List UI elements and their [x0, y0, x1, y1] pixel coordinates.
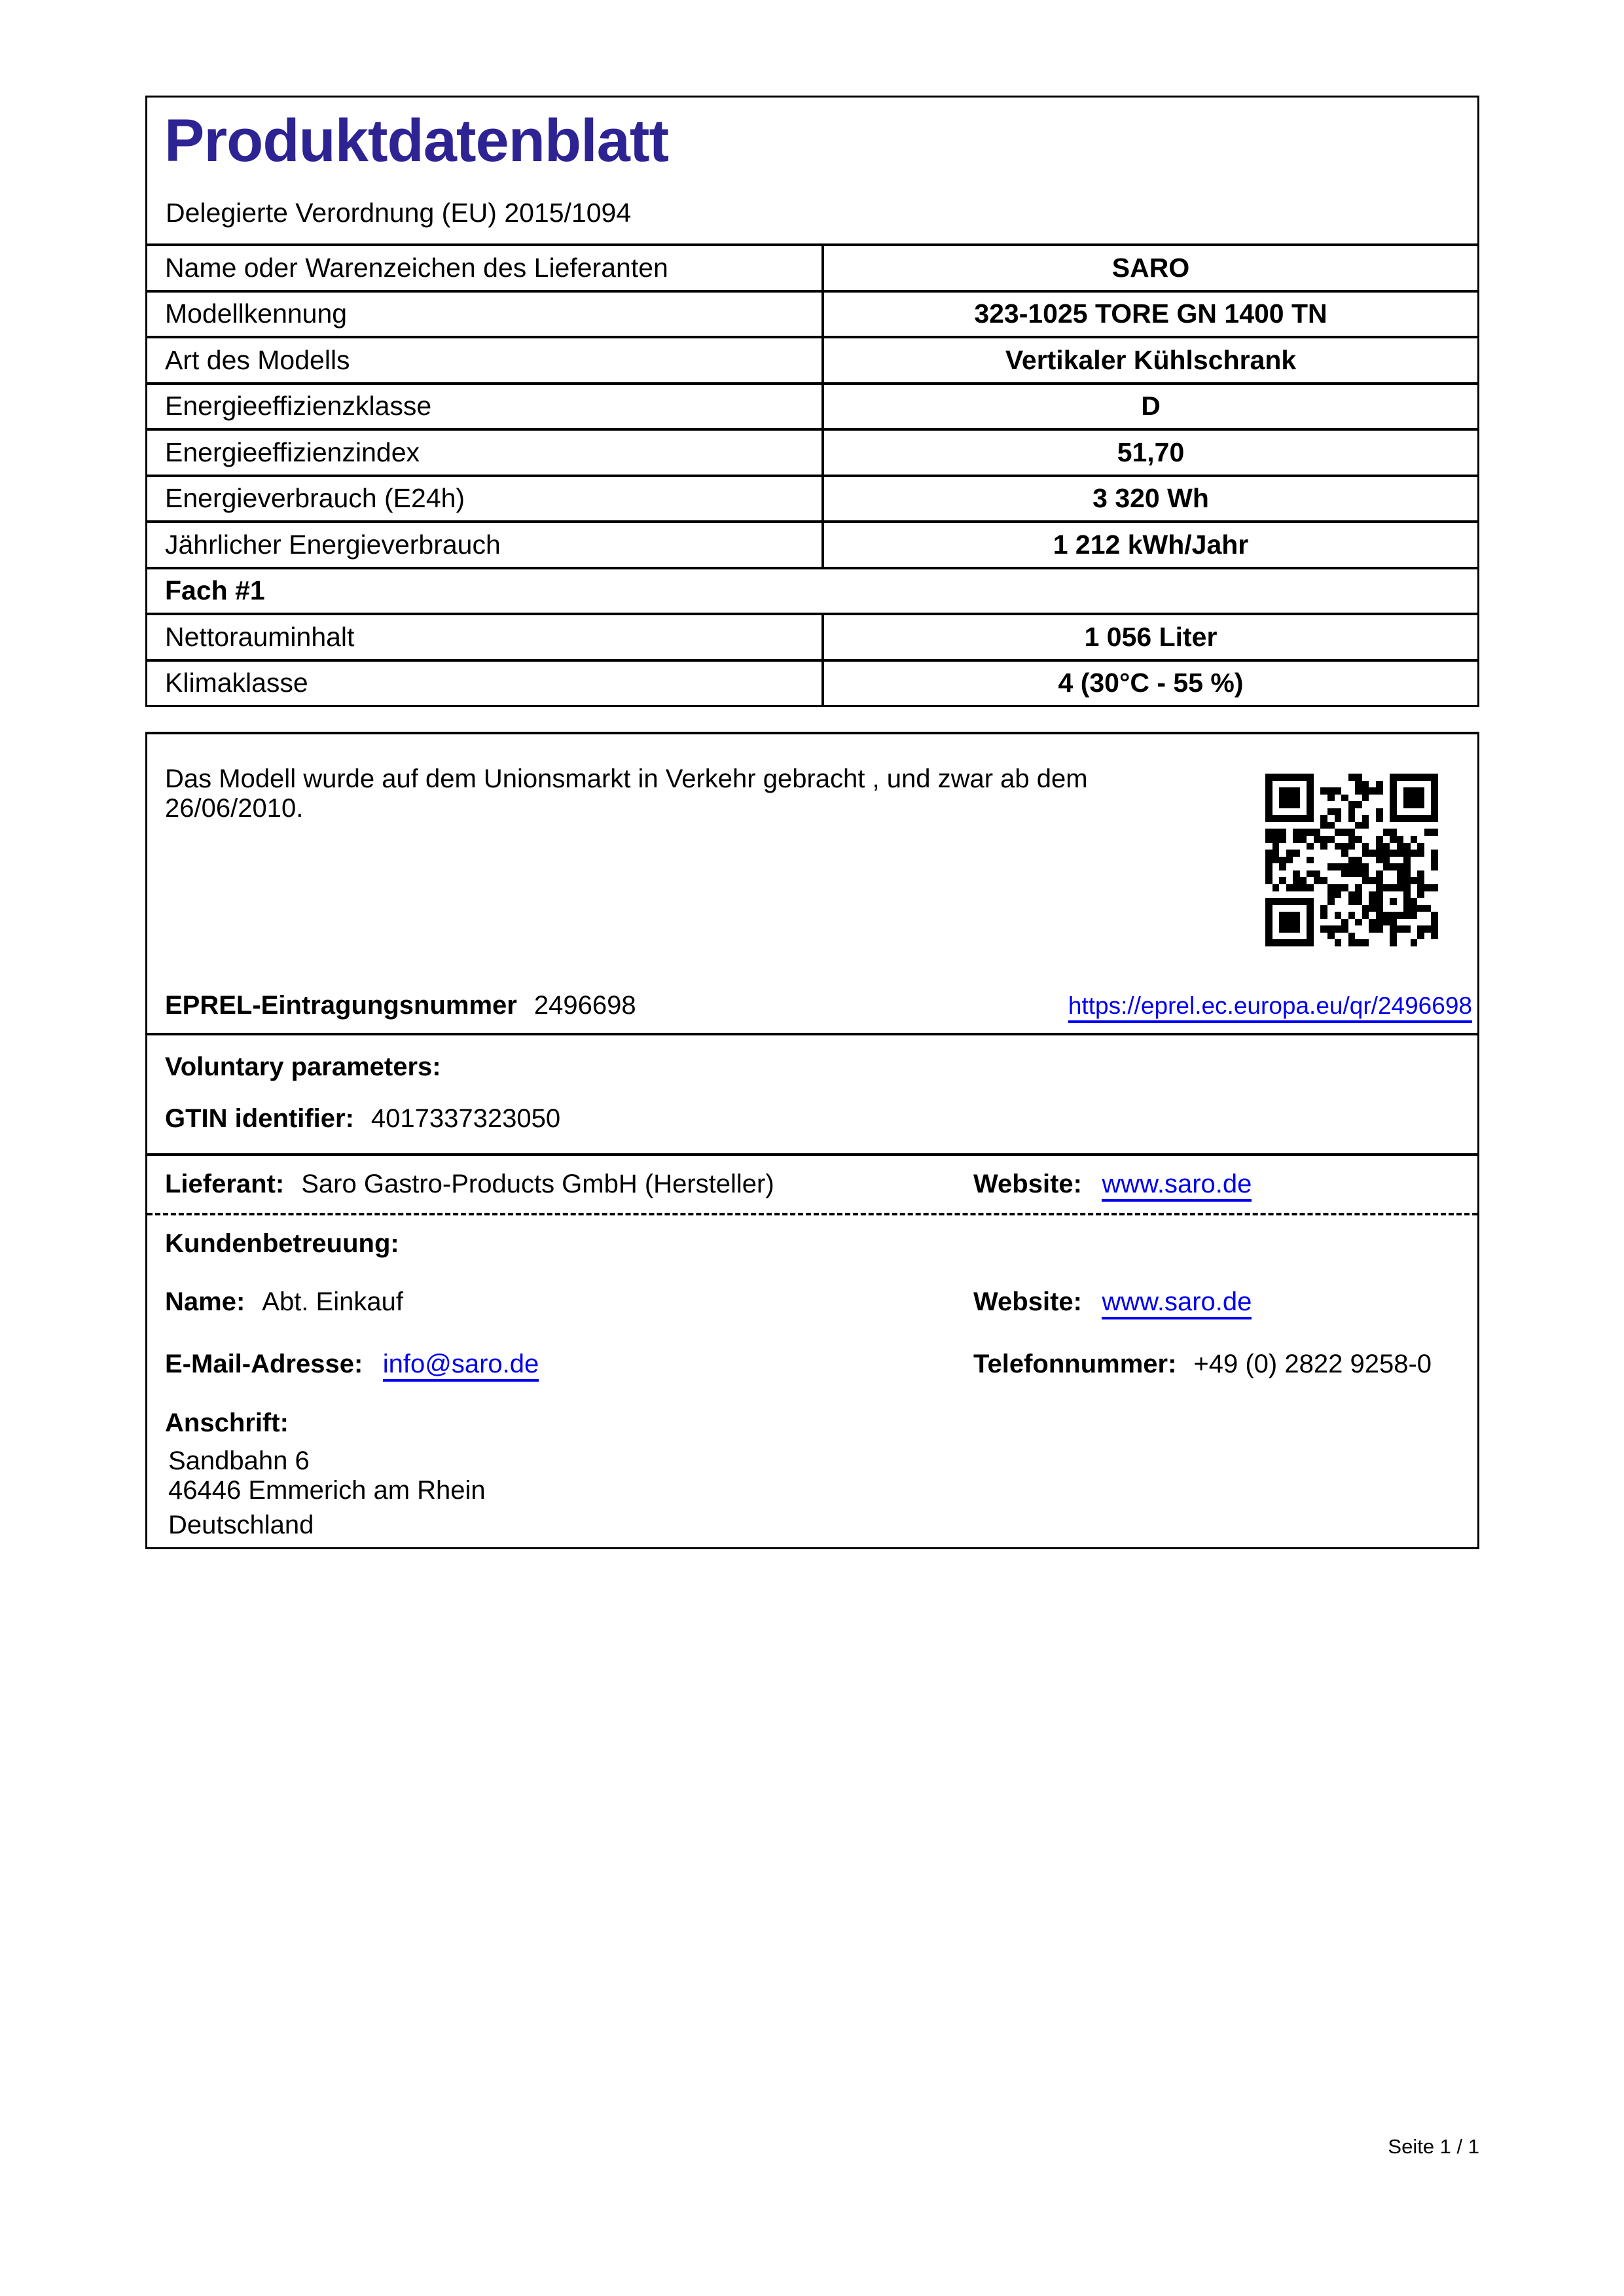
name-label: Name: [165, 1287, 245, 1316]
divider [147, 1033, 1477, 1035]
table-row [147, 659, 1477, 706]
support-name-row [147, 1287, 1477, 1321]
row-label: Energieeffizienzindex [147, 431, 824, 475]
supplier-info-card [145, 732, 1479, 1549]
dashed-divider [147, 1213, 1477, 1215]
table-section-row [147, 567, 1477, 613]
supplier-value: Saro Gastro-Products GmbH (Hersteller) [301, 1170, 774, 1198]
voluntary-heading: Voluntary parameters: [165, 1052, 441, 1081]
supplier-label: Lieferant: [165, 1170, 285, 1198]
row-value: SARO [1111, 252, 1190, 283]
qr-code-grid [1265, 774, 1438, 946]
eprel-label: EPREL-Eintragungsnummer [165, 991, 517, 1020]
page-number: Seite 1 / 1 [1388, 2135, 1479, 2158]
address-line: Deutschland [168, 1511, 314, 1539]
row-value: 1 056 Liter [1084, 621, 1218, 652]
row-label: Jährlicher Energieverbrauch [147, 523, 824, 567]
row-label: Art des Modells [147, 338, 824, 382]
row-value: 323-1025 TORE GN 1400 TN [974, 298, 1327, 329]
address-line: 46446 Emmerich am Rhein [168, 1476, 486, 1505]
table-row [147, 382, 1477, 429]
qr-code [1265, 774, 1438, 946]
table-row [147, 520, 1477, 567]
table-row [147, 428, 1477, 475]
eprel-url-link[interactable]: https://eprel.ec.europa.eu/qr/2496698 [1068, 992, 1472, 1023]
eprel-row [165, 991, 1472, 1023]
email-label: E-Mail-Adresse: [165, 1350, 363, 1378]
row-label: Nettorauminhalt [147, 615, 824, 659]
email-link[interactable]: info@saro.de [383, 1350, 539, 1382]
phone-group [973, 1350, 1432, 1379]
support-website-link[interactable]: www.saro.de [1102, 1287, 1252, 1319]
table-row [147, 290, 1477, 336]
address-heading: Anschrift: [165, 1408, 289, 1437]
address-line: Sandbahn 6 [168, 1446, 310, 1475]
row-value: 3 320 Wh [1092, 483, 1209, 514]
phone-label: Telefonnummer: [973, 1350, 1177, 1378]
section-label: Fach #1 [165, 575, 265, 606]
eprel-number-group [165, 991, 636, 1020]
page-title: Produktdatenblatt [164, 107, 669, 174]
gtin-row [165, 1104, 560, 1134]
supplier-row [147, 1170, 1477, 1204]
row-value: Vertikaler Kühlschrank [1005, 344, 1297, 375]
row-value: 4 (30°C - 55 %) [1058, 668, 1244, 698]
supplier-group [165, 1170, 774, 1199]
support-heading: Kundenbetreuung: [165, 1229, 399, 1258]
website-label: Website: [973, 1287, 1082, 1316]
website-group [973, 1170, 1252, 1199]
row-label: Modellkennung [147, 293, 824, 336]
supplier-website-link[interactable]: www.saro.de [1102, 1170, 1252, 1202]
name-group [165, 1287, 403, 1317]
phone-value: +49 (0) 2822 9258-0 [1193, 1350, 1432, 1378]
table-row [147, 475, 1477, 521]
name-value: Abt. Einkauf [262, 1287, 403, 1316]
row-value: 1 212 kWh/Jahr [1053, 529, 1249, 560]
eprel-number: 2496698 [533, 991, 636, 1020]
website-group [973, 1287, 1252, 1317]
row-label: Name oder Warenzeichen des Lieferanten [147, 246, 824, 290]
support-email-row [147, 1350, 1477, 1384]
website-label: Website: [973, 1170, 1082, 1198]
table-row [147, 243, 1477, 290]
row-value: 51,70 [1117, 437, 1185, 467]
table-row [147, 336, 1477, 382]
row-value: D [1141, 391, 1161, 422]
divider [147, 1153, 1477, 1156]
market-statement: Das Modell wurde auf dem Unionsmarkt in Verkehr gebracht , und zwar ab dem 26/06/2010. [165, 764, 1088, 823]
row-label: Energieverbrauch (E24h) [147, 477, 824, 521]
email-group [165, 1350, 539, 1379]
product-datasheet-card [145, 96, 1479, 707]
spec-table [147, 243, 1477, 705]
gtin-label: GTIN identifier: [165, 1104, 354, 1133]
row-label: Energieeffizienzklasse [147, 385, 824, 429]
row-label: Klimaklasse [147, 662, 824, 706]
table-row [147, 613, 1477, 659]
gtin-value: 4017337323050 [370, 1104, 561, 1133]
regulation-subtitle: Delegierte Verordnung (EU) 2015/1094 [166, 198, 632, 228]
